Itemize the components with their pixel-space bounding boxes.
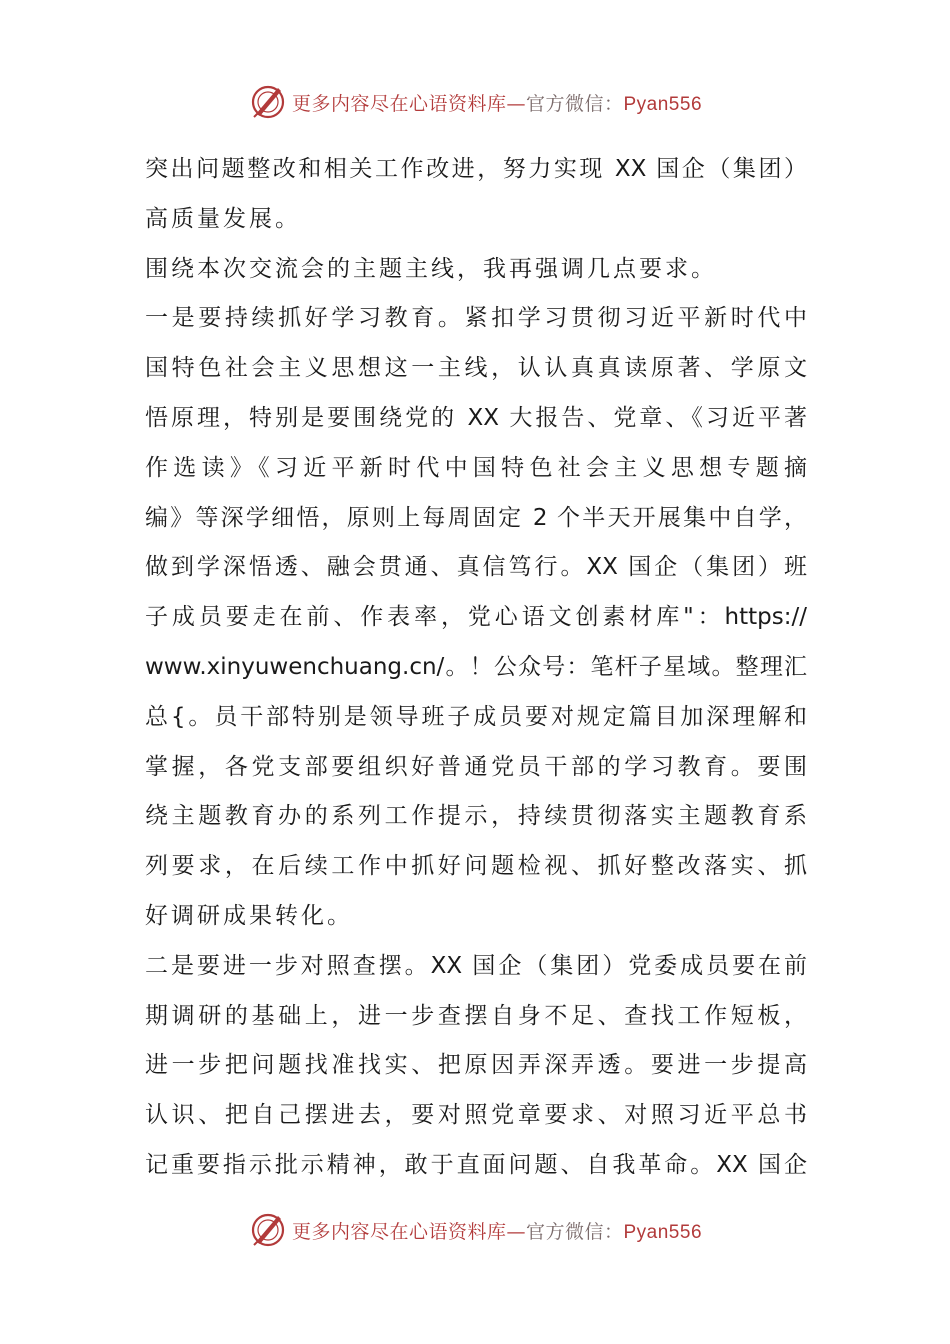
text-line: 认识、把自己摆进去，要对照党章要求、对照习近平总书 [145, 1102, 807, 1129]
document-body [145, 145, 807, 1191]
text-line: 悟原理，特别是要围绕党的 XX 大报告、党章、《习近平著 [145, 404, 807, 431]
text-line: 总{。员干部特别是领导班子成员要对规定篇目加深理解和 [145, 703, 807, 730]
text-line: 掌握，各党支部要组织好普通党员干部的学习教育。要围 [145, 753, 807, 780]
text-line: 编》等深学细悟，原则上每周固定 2 个半天开展集中自学， [145, 504, 807, 531]
footer-banner-text [292, 1217, 702, 1244]
text-line: 做到学深悟透、融会贯通、真信笃行。XX 国企（集团）班 [145, 554, 807, 581]
header-banner-label: 官方微信： [525, 92, 624, 115]
text-line: 记重要指示批示精神，敢于直面问题、自我革命。XX 国企 [145, 1151, 807, 1178]
footer-banner-main: 更多内容尽在心语资料库 [291, 1220, 507, 1243]
text-line: 列要求，在后续工作中抓好问题检视、抓好整改落实、抓 [145, 853, 807, 880]
text-line: 突出问题整改和相关工作改进，努力实现 XX 国企（集团） [145, 156, 807, 182]
footer-banner-separator: — [506, 1220, 526, 1243]
header-banner-main: 更多内容尽在心语资料库 [291, 92, 507, 115]
text-line: 二是要进一步对照查摆。XX 国企（集团）党委成员要在前 [145, 952, 807, 979]
quill-seal-icon [248, 82, 288, 122]
text-line: 作选读》《习近平新时代中国特色社会主义思想专题摘 [145, 454, 807, 481]
footer-banner-id: Pyan556 [623, 1221, 703, 1243]
text-line: 围绕本次交流会的主题主线，我再强调几点要求。 [145, 255, 717, 282]
footer-banner [0, 1208, 950, 1252]
header-banner-id: Pyan556 [623, 93, 703, 115]
text-line: 国特色社会主义思想这一主线，认认真真读原著、学原文 [145, 355, 807, 382]
footer-banner-label: 官方微信： [525, 1220, 624, 1243]
header-banner-separator: — [506, 92, 526, 115]
header-banner [0, 80, 950, 124]
text-line: 绕主题教育办的系列工作提示，持续贯彻落实主题教育系 [145, 803, 807, 830]
text-line: 好调研成果转化。 [145, 902, 353, 929]
header-banner-text [292, 89, 702, 116]
text-line: 高质量发展。 [145, 205, 301, 232]
quill-seal-icon [248, 1210, 288, 1250]
text-line: www.xinyuwenchuang.cn/。！公众号：笔杆子星域。整理汇 [145, 653, 807, 680]
text-line: 一是要持续抓好学习教育。紧扣学习贯彻习近平新时代中 [145, 305, 807, 332]
text-line: 子成员要走在前、作表率，党心语文创素材库"：https:// [145, 604, 807, 631]
text-line: 期调研的基础上，进一步查摆自身不足、查找工作短板， [145, 1002, 807, 1029]
text-line: 进一步把问题找准找实、把原因弄深弄透。要进一步提高 [145, 1052, 807, 1079]
